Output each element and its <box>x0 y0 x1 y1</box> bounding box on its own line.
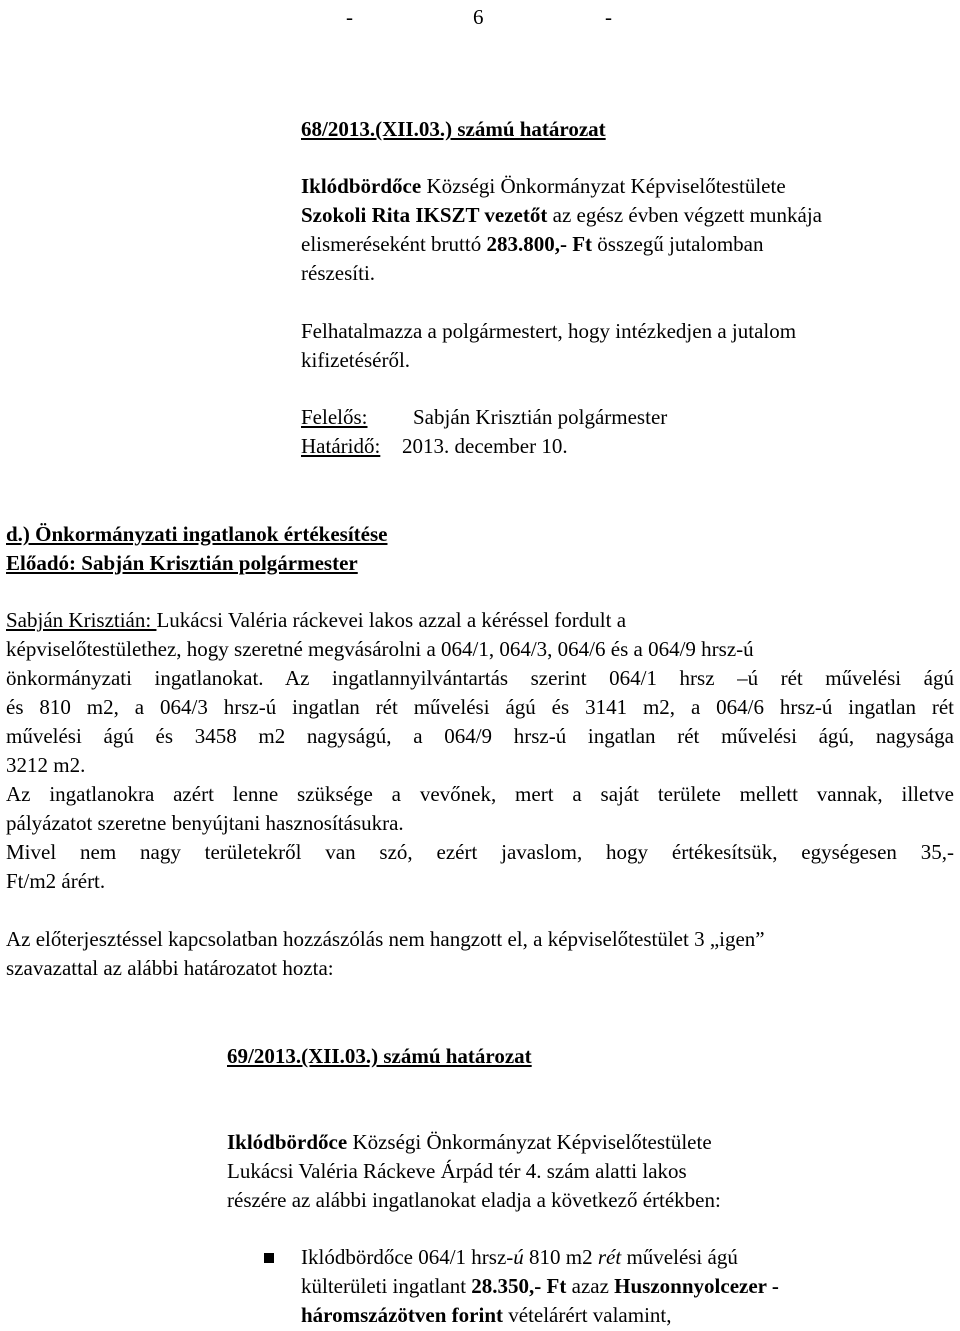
section-d-p4-line-2: szavazattal az alábbi határozatot hozta: <box>6 956 334 980</box>
resolution-2-title: 69/2013.(XII.03.) számú határozat <box>227 1044 532 1068</box>
bullet-1-line-2 <box>301 1274 779 1298</box>
award-text-c: összegű jutalomban <box>592 232 764 256</box>
section-d-p4-line-1: Az előterjesztéssel kapcsolatban hozzászólás nem hangzott el, a képviselőtestület 3 „igen” <box>6 927 765 951</box>
deadline-label: Határidő: <box>301 434 381 458</box>
award-reason: az egész évben végzett munkája <box>547 203 822 227</box>
resolution-2-line-1 <box>227 1130 712 1154</box>
b1-e: művelési ágú <box>621 1245 738 1269</box>
page-number: 6 <box>473 5 484 29</box>
responsible-value: Sabján Krisztián polgármester <box>413 405 668 429</box>
section-d-p3-line-2: Ft/m2 árért. <box>6 869 106 893</box>
b1-f: külterületi ingatlant <box>301 1274 472 1298</box>
speaker-text: Lukácsi Valéria ráckevei lakos azzal a kéréssel fordult a <box>156 608 627 632</box>
resolution-2-line-2: Lukácsi Valéria Ráckeve Árpád tér 4. szám alatti lakos <box>227 1159 687 1183</box>
resolution-1-line-3 <box>301 232 764 256</box>
deadline-value: 2013. december 10. <box>402 434 568 458</box>
responsible-label: Felelős: <box>301 405 368 429</box>
p1-l3-a: önkormányzati ingatlanokat. <box>6 666 264 690</box>
resolution-2-line-3: részére az alábbi ingatlanokat eladja a következő értékben: <box>227 1188 721 1212</box>
award-amount: 283.800,- Ft <box>486 232 593 256</box>
council-name: Községi Önkormányzat Képviselőtestülete <box>421 174 786 198</box>
section-d-p1-line-5: művelési ágú és 3458 m2 nagyságú, a 064/9 hrsz-ú ingatlan rét művelési ágú, nagysága <box>6 724 954 748</box>
section-d-p1-line-4: és 810 m2, a 064/3 hrsz-ú ingatlan rét művelési ágú és 3141 m2, a 064/6 hrsz-ú ingatlan rét <box>6 695 954 719</box>
b1-a: Iklódbördőce 064/1 hrsz- <box>301 1245 514 1269</box>
sale-price-words-b: háromszázötven forint <box>301 1303 503 1327</box>
bullet-1-line-3 <box>301 1303 672 1327</box>
speaker-name: Sabján Krisztián: <box>6 608 157 632</box>
b1-h: azaz <box>566 1274 615 1298</box>
bullet-1-line-1 <box>301 1245 738 1269</box>
section-d-p1-line-1 <box>6 608 626 632</box>
b1-k: vételárért valamint, <box>503 1303 672 1327</box>
section-d-title: d.) Önkormányzati ingatlanok értékesítése <box>6 522 388 546</box>
resolution-1-line-2 <box>301 203 822 227</box>
page-header-dash-left: - <box>346 5 353 29</box>
municipality-name-2: Iklódbördőce <box>227 1130 348 1154</box>
resolution-1-line-1 <box>301 174 786 198</box>
bullet-square-icon <box>264 1253 274 1263</box>
b1-d: rét <box>597 1245 622 1269</box>
page-header-dash-right: - <box>605 5 612 29</box>
award-recipient: Szokoli Rita IKSZT vezetőt <box>301 203 548 227</box>
section-d-p1-line-2: képviselőtestülethez, hogy szeretné megvásárolni a 064/1, 064/3, 064/6 és a 064/9 hrsz-ú <box>6 637 754 661</box>
section-d-p1-line-3 <box>6 666 954 690</box>
council-name-2: Községi Önkormányzat Képviselőtestülete <box>347 1130 712 1154</box>
section-d-presenter: Előadó: Sabján Krisztián polgármester <box>6 551 358 575</box>
section-d-p2-line-1: Az ingatlanokra azért lenne szüksége a vevőnek, mert a saját területe mellett vannak, illetve <box>6 782 954 806</box>
section-d-p2-line-2: pályázatot szeretne benyújtani hasznosításukra. <box>6 811 404 835</box>
award-text-a: elismeréseként bruttó <box>301 232 487 256</box>
authorization-line-1: Felhatalmazza a polgármestert, hogy intézkedjen a jutalom <box>301 319 797 343</box>
sale-price: 28.350,- Ft <box>471 1274 567 1298</box>
municipality-name: Iklódbördőce <box>301 174 422 198</box>
section-d-p1-line-6: 3212 m2. <box>6 753 86 777</box>
b1-b: ú <box>513 1245 524 1269</box>
b1-c: 810 m2 <box>523 1245 598 1269</box>
sale-price-words-a: Huszonnyolcezer - <box>614 1274 779 1298</box>
section-d-p3-line-1: Mivel nem nagy területekről van szó, ezért javaslom, hogy értékesítsük, egységesen 35,- <box>6 840 954 864</box>
p1-l3-b: Az ingatlannyilvántartás szerint 064/1 hrsz –ú rét művelési ágú <box>263 666 954 690</box>
authorization-line-2: kifizetéséről. <box>301 348 411 372</box>
resolution-1-line-4: részesíti. <box>301 261 376 285</box>
resolution-1-title: 68/2013.(XII.03.) számú határozat <box>301 117 606 141</box>
